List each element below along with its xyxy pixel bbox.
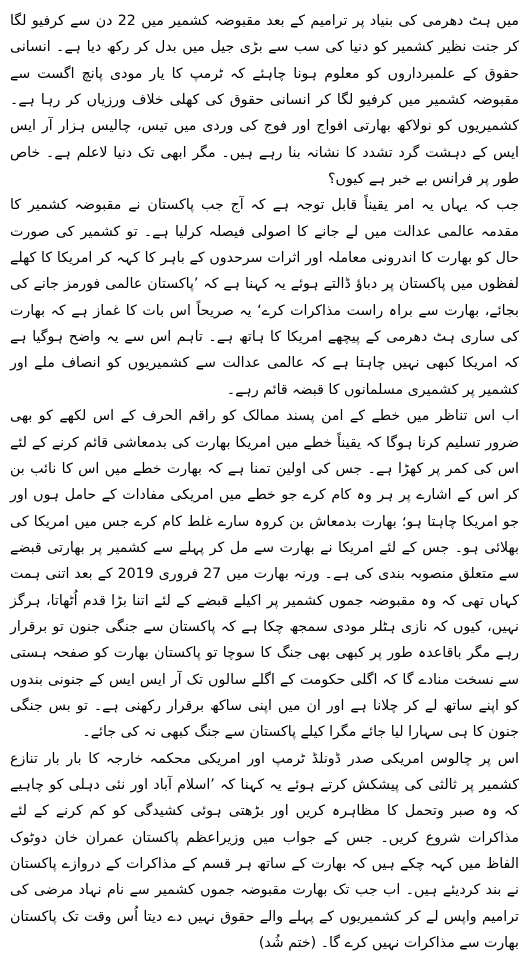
article-paragraph-4: اس پر چالوس امریکی صدر ڈونلڈ ٹرمپ اور امریکی محکمہ خارجہ کا بار بار تنازع کشمیر پر ثالثی کی پیشکش کرتے ہوئے یہ کہنا کہ ’اسلام آباد اور نئی دہلی کو چاہیے کہ وہ صبر وتحمل کا مظاہرہ کریں اور بڑھتی ہوئی کشیدگی کو کم کرنے کے لئے مذاکرات شروع کریں۔ جس کے جواب میں وزیراعظم پاکستان عمران خان دوٹوک الفاظ میں کہہ چکے ہیں کہ بھارت کے ساتھ ہر قسم کے مذاکرات کے دروازے پاکستان نے بند کردیئے ہیں۔ اب جب تک بھارت مقبوضہ جموں کشمیر سے نام نہاد مرضی کی ترامیم واپس لے کر کشمیریوں کے پہلے والے حقوق نہیں دے دیتا اُس وقت تک پاکستان بھارت سے مذاکرات نہیں کرے گا۔ (ختم شُد) bbox=[10, 750, 519, 952]
article-paragraph-1: میں ہٹ دھرمی کی بنیاد پر ترامیم کے بعد مقبوضہ کشمیر میں 22 دن سے کرفیو لگا کر جنت نظیر کشمیر کو دنیا کی سب سے بڑی جیل میں بدل کر رکھ دیا ہے۔ انسانی حقوق کے علمبرداروں کو معلوم ہونا چاہئے کہ ٹرمپ کا یار مودی پانچ اگست سے مقبوضہ کشمیر میں کرفیو لگا کر انسانی حقوق کی کھلی خلاف ورزیاں کر رہا ہے۔ کشمیریوں کو نولاکھ بھارتی افواج اور فوج کی وردی میں تیس، چالیس ہزار آر ایس ایس کے دہشت گرد تشدد کا نشانہ بنا رہے ہیں۔ مگر ابھی تک دنیا لاعلم ہے۔ خاص طور پر فرانس بے خبر ہے کیوں؟ bbox=[10, 13, 519, 188]
article-paragraph-3: اب اس تناظر میں خطے کے امن پسند ممالک کو راقم الحرف کے اس لکھے کو بھی ضرور تسلیم کرنا ہوگا کہ یقیناً خطے میں امریکا بھارت کی بدمعاشی قائم کرنے کے لئے اس کی کمر پر کھڑا ہے۔ جس کی اولین تمنا ہے کہ بھارت خطے میں اس کا نائب بن کر اس کے اشارے پر ہر وہ کام کرے جو خطے میں امریکی مفادات کے حامل ہوں اور جو امریکا چاہتا ہو؛ بھارت بدمعاش بن کروہ سارے غلط کام کرے جس میں امریکا کی بھلائی ہو۔ جس کے لئے امریکا نے بھارت سے مل کر پہلے سے کشمیر پر بھارتی قبضے سے متعلق منصوبہ بندی کی ہے۔ ورنہ بھارت میں 27 فروری 2019 کے بعد اتنی ہمت کہاں تھی کہ وہ مقبوضہ جموں کشمیر پر اکیلے قبضے کے لئے اتنا بڑا قدم اُٹھاتا، ہرگز نہیں، کیوں کہ نازی ہٹلر مودی سمجھ چکا ہے کہ پاکستان سے جنگی جنون تو برقرار رہے مگر باقاعدہ طور پر کبھی بھی جنگ کا سوچا تو پاکستان بھارت کو صفحہ ہستی سے نسخت منادے گا کہ اگلی حکومت کے اگلے سالوں تک آر ایس ایس کے جنونی بندوں کو اپنے ساتھ لے کر چلانا ہے اور ان میں اپنی ساکھ برقرار رکھنی ہے۔ تو بس جنگی جنون کا ہی سہارا لیا جائے مگرا کیلے پاکستان سے جنگ کبھی نہ کی جائے۔ bbox=[10, 408, 520, 741]
article-paragraph-2: جب کہ یہاں یہ امر یقیناً قابل توجہ ہے کہ آج جب پاکستان نے مقبوضہ کشمیر کا مقدمہ عالمی عدالت میں لے جانے کا اصولی فیصلہ کرلیا ہے۔ تو کشمیر کی صورت حال کو بھارت کا اندرونی معاملہ اور اثرات سرحدوں کے باہر کا کہہ کر امریکا کا کھلے لفظوں میں پاکستان پر دباؤ ڈالتے ہوئے یہ کہنا ہے کہ ’پاکستان عالمی فورمز جانے کی بجائے، بھارت سے براہ راست مذاکرات کرے‘ یہ صریحاً اس بات کا غماز ہے کہ بھارت کی ساری ہٹ دھرمی کے پیچھے امریکا کا ہاتھ ہے۔ تاہم اس سے یہ واضح ہوگیا ہے کہ امریکا کبھی نہیں چاہتا ہے کہ عالمی عدالت سے کشمیریوں کو انصاف ملے اور کشمیر پر کشمیری مسلمانوں کا قبضہ قائم رہے۔ bbox=[10, 197, 519, 398]
